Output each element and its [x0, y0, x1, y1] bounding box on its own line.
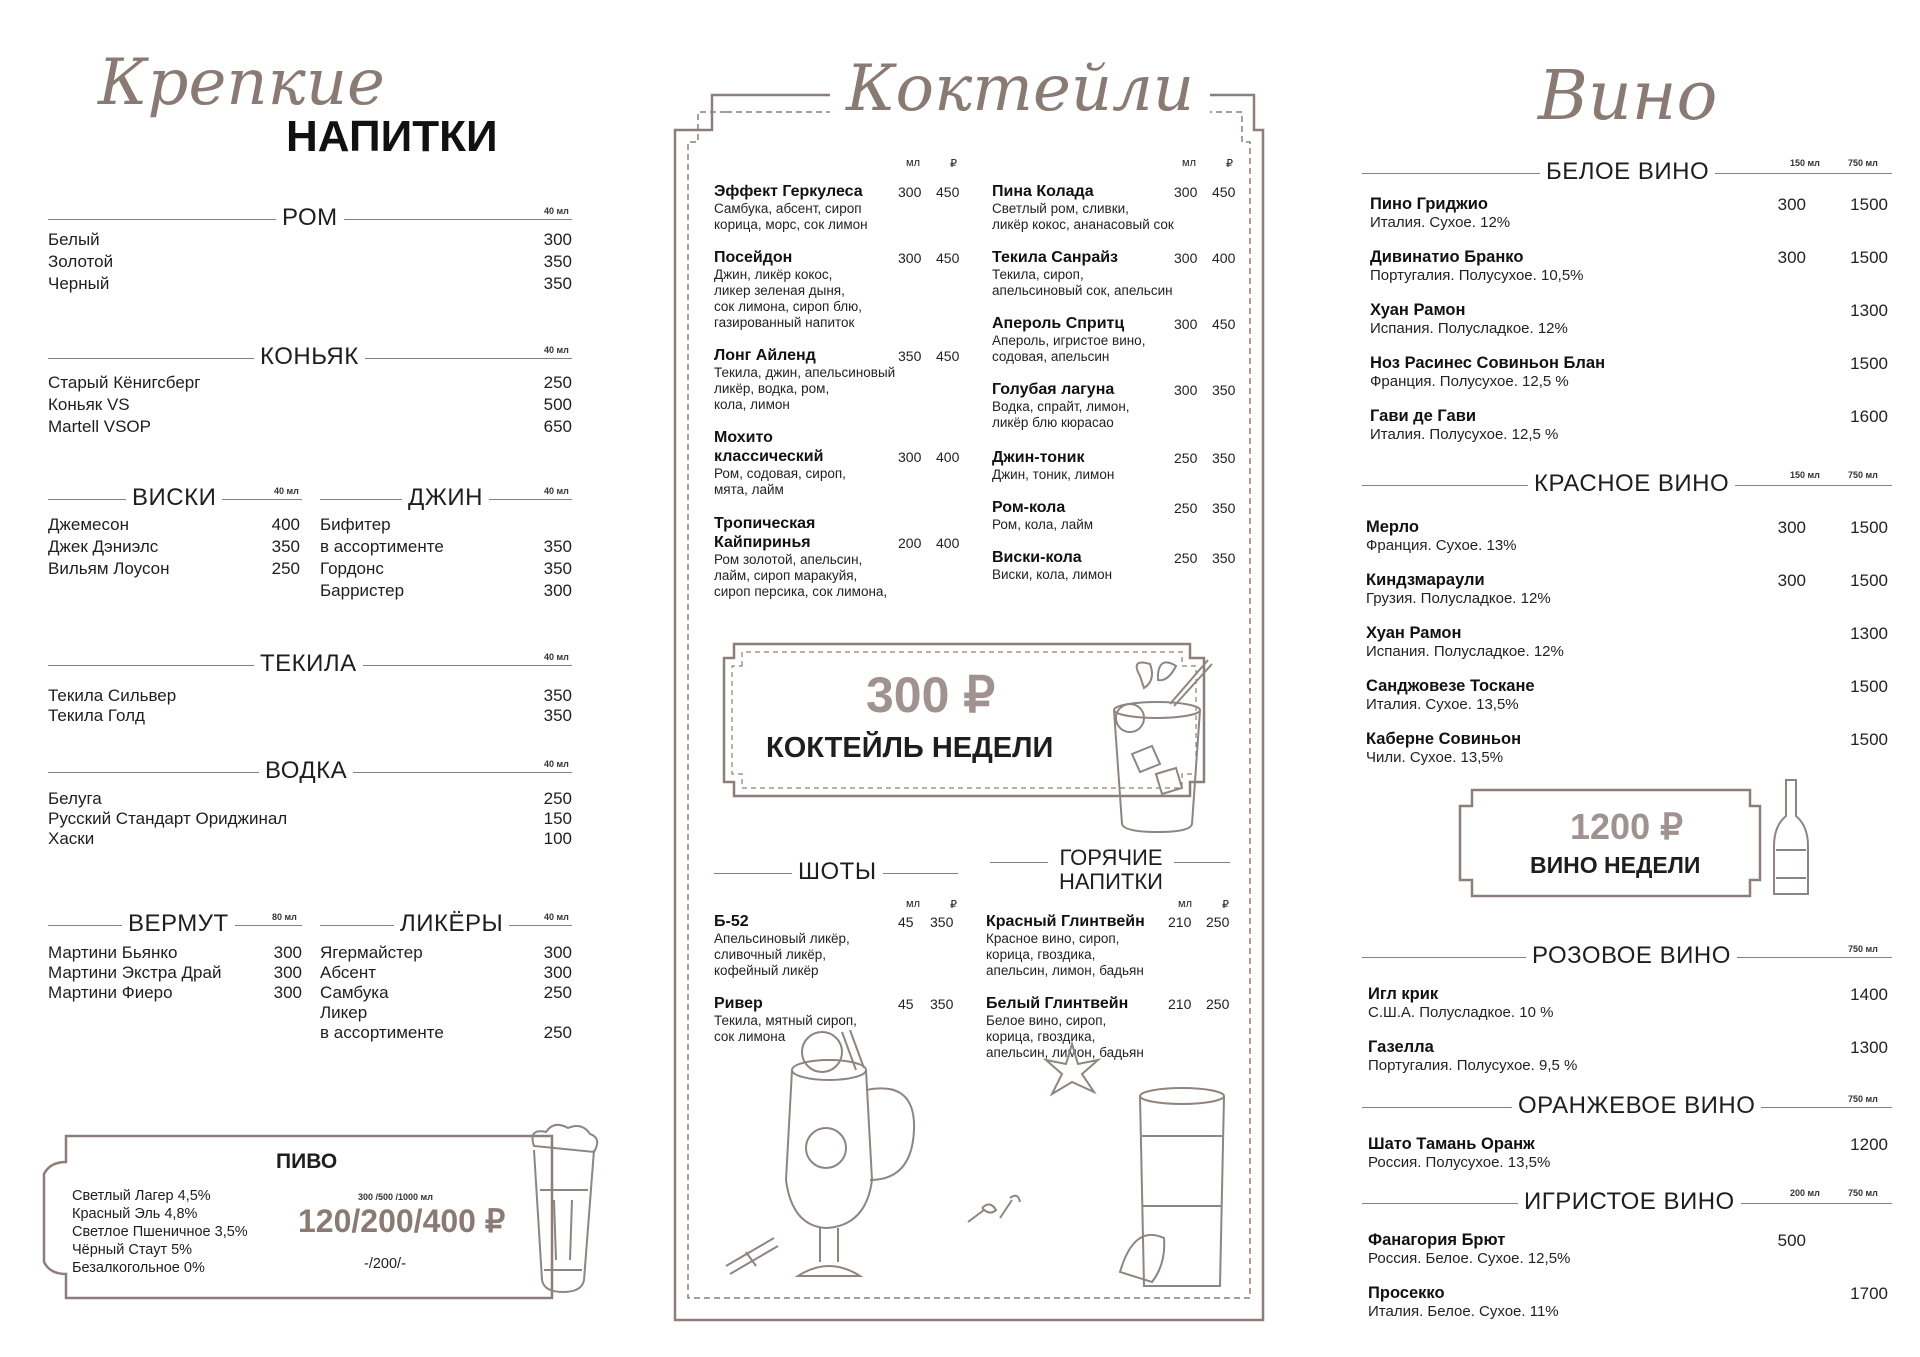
wine-item — [1368, 1283, 1768, 1321]
list-item-name: Ягермайстер — [320, 943, 423, 962]
cocktail-description: Светлый ром, сливки, ликёр кокос, ананасовый сок — [992, 201, 1174, 232]
cocktail-name: Апероль Спритц — [992, 315, 1125, 332]
tequila-header — [48, 650, 572, 680]
list-item-name: Абсент — [320, 963, 377, 982]
wine-description: Испания. Полусладкое. 12% — [1366, 643, 1564, 660]
cocktail-description: Текила, джин, апельсиновый ликёр, водка, ром, кола, лимон — [714, 365, 896, 412]
wine-name: Каберне Совиньон — [1366, 730, 1522, 748]
cocktail-price-volume: 300 — [898, 449, 922, 465]
wine-price-bottle: 1500 — [1850, 195, 1888, 214]
list-item: Чёрный Стаут 5% — [72, 1242, 193, 1258]
wine-price-bottle: 1500 — [1850, 354, 1888, 373]
list-item: Светлый Лагер 4,5% — [72, 1188, 211, 1204]
wine-item — [1370, 406, 1770, 444]
unit-rub: ₽ — [950, 158, 957, 170]
cocktail-name: Пина Колада — [992, 183, 1094, 200]
cocktail-glass-illustration — [1100, 654, 1220, 838]
wine-description: Италия. Сухое. 13,5% — [1366, 696, 1519, 713]
cocktail-name: Ривер — [714, 995, 763, 1012]
gin-title: ДЖИН — [402, 484, 489, 512]
wine-week-price: 1200 ₽ — [1570, 806, 1683, 847]
wine-price-glass: 300 — [1777, 195, 1806, 214]
cocktail-description: Джин, тоник, лимон — [992, 467, 1115, 482]
wine-price-bottle: 1500 — [1850, 248, 1888, 267]
list-item-price: 350 — [543, 686, 572, 705]
wine-description: Италия. Полусухое. 12,5 % — [1370, 426, 1559, 443]
cocktail-price: 350 — [1212, 500, 1236, 516]
unit-ml: мл — [906, 157, 920, 169]
beer-volume: 300 /500 /1000 мл — [358, 1192, 433, 1202]
wine-name: Фанагория Брют — [1368, 1231, 1506, 1249]
list-item-price: 250 — [543, 983, 572, 1002]
wine-description: Испания. Полусладкое. 12% — [1370, 320, 1568, 337]
vodka-title: ВОДКА — [259, 757, 353, 785]
cocktail-price-volume: 45 — [898, 914, 914, 930]
wine-description: Россия. Полусухое. 13,5% — [1368, 1154, 1551, 1171]
wine-name: Дивинатио Бранко — [1370, 248, 1524, 266]
wine-price-bottle: 1700 — [1850, 1284, 1888, 1303]
list-item-name: Барристер — [320, 581, 405, 600]
wine-name: Просекко — [1368, 1284, 1445, 1302]
cocktail-price-volume: 45 — [898, 996, 914, 1012]
cocktail-price: 400 — [936, 535, 960, 551]
tequila-volume: 40 мл — [544, 652, 569, 662]
list-item-price: 100 — [543, 829, 572, 848]
cocktail-week-price: 300 ₽ — [866, 667, 996, 723]
list-item-price: 300 — [543, 581, 572, 600]
list-item: Красный Эль 4,8% — [72, 1206, 198, 1222]
wine-name: Газелла — [1368, 1038, 1434, 1056]
list-item-price: 250 — [543, 1023, 572, 1042]
cocktail-item — [992, 380, 1242, 431]
cocktail-price-volume: 350 — [898, 348, 922, 364]
cocktail-name: Ром-кола — [992, 499, 1066, 516]
liqueurs-volume: 40 мл — [544, 912, 569, 922]
list-item-price: 650 — [543, 417, 572, 436]
wine-name: Хуан Рамон — [1366, 624, 1462, 642]
list-item-price: 300 — [543, 943, 572, 962]
lemon-drink-glass-illustration — [1116, 1086, 1248, 1300]
hot-header — [1048, 846, 1174, 894]
list-item-price: 250 — [543, 789, 572, 808]
list-item-name: Вильям Лоусон — [48, 559, 170, 578]
wine-price-bottle: 1600 — [1850, 407, 1888, 426]
wine-item — [1368, 1230, 1768, 1268]
cocktail-description: Апельсиновый ликёр, сливочный ликёр, кофейный ликёр — [714, 931, 850, 978]
list-item-name: Самбука — [320, 983, 389, 1002]
cocktail-item — [992, 548, 1242, 583]
beer-price: 120/200/400 ₽ — [298, 1203, 506, 1239]
cocktail-price-volume: 300 — [1174, 382, 1198, 398]
gin-header — [320, 484, 572, 514]
cognac-header — [48, 343, 572, 373]
wine-price-glass: 300 — [1777, 571, 1806, 590]
cocktail-name: Лонг Айленд — [714, 347, 816, 364]
cocktail-description: Водка, спрайт, лимон, ликёр блю кюрасао — [992, 399, 1130, 430]
shots-title: ШОТЫ — [792, 858, 883, 886]
list-item-price: 300 — [273, 963, 302, 982]
list-item-name: Старый Кёнигсберг — [48, 373, 201, 392]
wine-description: Португалия. Полусухое. 10,5% — [1370, 267, 1584, 284]
cocktail-price-volume: 300 — [1174, 316, 1198, 332]
list-item-price: 350 — [543, 537, 572, 556]
wine-item — [1370, 353, 1770, 391]
cocktail-price-volume: 250 — [1174, 550, 1198, 566]
cocktail-price: 350 — [930, 996, 954, 1012]
list-item-name: Коньяк VS — [48, 395, 130, 414]
sparkling-wine-volume-glass: 200 мл — [1790, 1188, 1820, 1198]
wine-bottle-illustration — [1766, 776, 1816, 900]
cocktail-price-volume: 300 — [898, 184, 922, 200]
vermouth-header — [48, 910, 302, 940]
rum-title: РОМ — [276, 204, 344, 232]
wine-name: Киндзмараули — [1366, 571, 1485, 589]
cocktail-price-volume: 210 — [1168, 914, 1192, 930]
unit-ml: мл — [1178, 898, 1192, 910]
list-item-price: 400 — [271, 515, 300, 534]
gin-volume: 40 мл — [544, 486, 569, 496]
rose-wine-header — [1362, 942, 1892, 972]
wine-item — [1370, 194, 1770, 232]
red-wine-volume-bottle: 750 мл — [1848, 470, 1878, 480]
spirits-script-title: Крепкие — [98, 46, 385, 120]
cocktail-name: Виски-кола — [992, 549, 1082, 566]
wine-script-title: Вино — [1538, 57, 1718, 136]
sparkling-wine-title: ИГРИСТОЕ ВИНО — [1518, 1188, 1741, 1216]
cocktail-item — [714, 346, 964, 413]
wine-price-bottle: 1500 — [1850, 730, 1888, 749]
list-item-name: Золотой — [48, 252, 114, 271]
wine-description: Грузия. Полусладкое. 12% — [1366, 590, 1551, 607]
cocktail-item — [992, 314, 1242, 365]
list-item-price: 300 — [273, 983, 302, 1002]
wine-description: Франция. Сухое. 13% — [1366, 537, 1517, 554]
wine-name: Гави де Гави — [1370, 407, 1477, 425]
cocktail-price: 250 — [1206, 996, 1230, 1012]
wine-name: Мерло — [1366, 518, 1419, 536]
vermouth-title: ВЕРМУТ — [122, 910, 235, 938]
cocktail-price: 350 — [1212, 450, 1236, 466]
cocktail-name: Джин-тоник — [992, 449, 1085, 466]
wine-item — [1368, 984, 1768, 1022]
cocktail-price: 250 — [1206, 914, 1230, 930]
cognac-volume: 40 мл — [544, 345, 569, 355]
liqueurs-header — [320, 910, 572, 940]
cocktail-name: Тропическая Кайпиринья — [714, 515, 816, 551]
cocktail-item — [714, 182, 964, 233]
cocktail-name: Эффект Геркулеса — [714, 183, 863, 200]
cocktail-description: Ром, содовая, сироп, мята, лайм — [714, 466, 846, 497]
hot-title-line-1: ГОРЯЧИЕ — [1059, 845, 1163, 870]
list-item-price: 350 — [543, 274, 572, 293]
vodka-header — [48, 757, 572, 787]
wine-description: Италия. Сухое. 12% — [1370, 214, 1511, 231]
cocktail-item — [714, 248, 964, 331]
wine-item — [1366, 623, 1766, 661]
liqueurs-title: ЛИКЁРЫ — [394, 910, 509, 938]
wine-description: С.Ш.А. Полусладкое. 10 % — [1368, 1004, 1554, 1021]
orange-wine-header — [1362, 1092, 1892, 1122]
white-wine-volume-bottle: 750 мл — [1848, 158, 1878, 168]
wine-price-glass: 300 — [1777, 248, 1806, 267]
list-item-name: Белый — [48, 230, 100, 249]
list-item-name: Мартини Фиеро — [48, 983, 173, 1002]
wine-description: Португалия. Полусухое. 9,5 % — [1368, 1057, 1578, 1074]
cocktail-name: Голубая лагуна — [992, 381, 1115, 398]
beer-na-price: -/200/- — [364, 1256, 406, 1272]
mulled-wine-mug-illustration — [716, 1030, 978, 1300]
cocktail-description: Ром, кола, лайм — [992, 517, 1094, 532]
wine-item — [1366, 517, 1766, 555]
wine-item — [1370, 300, 1770, 338]
whisky-volume: 40 мл — [274, 486, 299, 496]
list-item: Светлое Пшеничное 3,5% — [72, 1224, 248, 1240]
cognac-title: КОНЬЯК — [254, 343, 365, 371]
cocktail-name: Б-52 — [714, 913, 749, 930]
list-item: Безалкогольное 0% — [72, 1260, 205, 1276]
wine-item — [1366, 729, 1766, 767]
list-item-name: в ассортименте — [320, 1023, 444, 1042]
wine-price-bottle: 1400 — [1850, 985, 1888, 1004]
list-item-price: 350 — [543, 252, 572, 271]
wine-name: Хуан Рамон — [1370, 301, 1466, 319]
cocktail-price-volume: 250 — [1174, 500, 1198, 516]
orange-wine-title: ОРАНЖЕВОЕ ВИНО — [1512, 1092, 1761, 1120]
vermouth-volume: 80 мл — [272, 912, 297, 922]
tequila-title: ТЕКИЛА — [254, 650, 363, 678]
cocktail-item — [992, 448, 1242, 483]
list-item-price: 350 — [543, 559, 572, 578]
whisky-header — [48, 484, 302, 514]
list-item-name: Хаски — [48, 829, 95, 848]
orange-wine-volume-bottle: 750 мл — [1848, 1094, 1878, 1104]
wine-name: Пино Гриджио — [1370, 195, 1488, 213]
unit-rub: ₽ — [1222, 899, 1229, 911]
cocktail-description: Апероль, игристое вино, содовая, апельсин — [992, 333, 1146, 364]
wine-price-bottle: 1300 — [1850, 1038, 1888, 1057]
list-item-price: 350 — [543, 706, 572, 725]
list-item-name: Бифитер — [320, 515, 391, 534]
wine-item — [1368, 1134, 1768, 1172]
wine-description: Италия. Белое. Сухое. 11% — [1368, 1303, 1559, 1320]
whisky-title: ВИСКИ — [126, 484, 222, 512]
cocktail-price-volume: 200 — [898, 535, 922, 551]
list-item-price: 150 — [543, 809, 572, 828]
wine-description: Чили. Сухое. 13,5% — [1366, 749, 1504, 766]
wine-name: Санджовезе Тоскане — [1366, 677, 1535, 695]
list-item-price: 350 — [271, 537, 300, 556]
cocktail-description: Красное вино, сироп, корица, гвоздика, апельсин, лимон, бадьян — [986, 931, 1144, 978]
wine-price-bottle: 1200 — [1850, 1135, 1888, 1154]
shots-header — [714, 858, 958, 888]
rose-wine-volume-bottle: 750 мл — [1848, 944, 1878, 954]
cocktail-price-volume: 300 — [1174, 184, 1198, 200]
wine-item — [1368, 1037, 1768, 1075]
list-item-name: Martell VSOP — [48, 417, 151, 436]
wine-price-bottle: 1500 — [1850, 677, 1888, 696]
list-item-price: 500 — [543, 395, 572, 414]
list-item-name: Белуга — [48, 789, 102, 808]
cocktail-description: Самбука, абсент, сироп корица, морс, сок лимон — [714, 201, 868, 232]
white-wine-volume-glass: 150 мл — [1790, 158, 1820, 168]
wine-price-glass: 300 — [1777, 518, 1806, 537]
unit-ml: мл — [1182, 157, 1196, 169]
list-item-name: Текила Сильвер — [48, 686, 177, 705]
cocktail-week-label: КОКТЕЙЛЬ НЕДЕЛИ — [766, 732, 1054, 764]
cocktail-description: Ром золотой, апельсин, лайм, сироп маракуйя, сироп персика, сок лимона, — [714, 552, 888, 599]
list-item-name: Мартини Экстра Драй — [48, 963, 222, 982]
beer-glass-illustration — [520, 1120, 606, 1298]
cocktail-price: 350 — [1212, 550, 1236, 566]
beer-title: ПИВО — [276, 1150, 338, 1173]
wine-price-bottle: 1300 — [1850, 624, 1888, 643]
rum-volume: 40 мл — [544, 206, 569, 216]
cocktail-item — [992, 248, 1242, 299]
cocktail-name: Мохито классический — [714, 429, 824, 465]
list-item-price: 300 — [543, 963, 572, 982]
cocktail-name: Посейдон — [714, 249, 793, 266]
cocktail-description: Текила, сироп, апельсиновый сок, апельсин — [992, 267, 1173, 298]
cocktail-description: Текила, мятный сироп, сок лимона — [714, 1013, 857, 1044]
wine-item — [1370, 247, 1770, 285]
cocktail-price: 450 — [1212, 184, 1236, 200]
list-item-name: Текила Голд — [48, 706, 145, 725]
unit-rub: ₽ — [950, 899, 957, 911]
cocktail-price: 450 — [936, 184, 960, 200]
cocktail-description: Белое вино, сироп, корица, гвоздика, апельсин, лимон, бадьян — [986, 1013, 1144, 1060]
cocktail-description: Виски, кола, лимон — [992, 567, 1113, 582]
cocktail-item — [992, 182, 1242, 233]
wine-description: Франция. Полусухое. 12,5 % — [1370, 373, 1569, 390]
wine-name: Игл крик — [1368, 985, 1439, 1003]
unit-ml: мл — [906, 898, 920, 910]
wine-price-bottle: 1500 — [1850, 518, 1888, 537]
wine-name: Ноз Расинес Совиньон Блан — [1370, 354, 1606, 372]
list-item-name: Черный — [48, 274, 110, 293]
cocktail-price: 450 — [1212, 316, 1236, 332]
spirits-title: НАПИТКИ — [286, 112, 498, 161]
wine-description: Россия. Белое. Сухое. 12,5% — [1368, 1250, 1571, 1267]
list-item-name: Ликер — [320, 1003, 368, 1022]
cocktail-price: 400 — [936, 449, 960, 465]
sparkling-wine-volume-bottle: 750 мл — [1848, 1188, 1878, 1198]
cocktail-description: Джин, ликёр кокос, ликер зеленая дыня, сок лимона, сироп блю, газированный напиток — [714, 267, 862, 330]
list-item-name: Джек Дэниэлс — [48, 537, 159, 556]
list-item-name: Мартини Бьянко — [48, 943, 178, 962]
wine-price-glass: 500 — [1777, 1231, 1806, 1250]
cocktail-item — [714, 912, 914, 979]
wine-price-bottle: 1500 — [1850, 571, 1888, 590]
red-wine-volume-glass: 150 мл — [1790, 470, 1820, 480]
vodka-volume: 40 мл — [544, 759, 569, 769]
list-item-name: Русский Стандарт Ориджинал — [48, 809, 288, 828]
cocktail-price-volume: 300 — [1174, 250, 1198, 266]
cocktail-name: Белый Глинтвейн — [986, 995, 1129, 1012]
wine-name: Шато Тамань Оранж — [1368, 1135, 1535, 1153]
cocktails-script-title: Коктейли — [830, 54, 1210, 124]
cocktail-price: 350 — [1212, 382, 1236, 398]
rose-wine-title: РОЗОВОЕ ВИНО — [1526, 942, 1737, 970]
star-anise-illustration — [1040, 1040, 1104, 1100]
cocktail-price: 450 — [936, 348, 960, 364]
cocktail-price: 400 — [1212, 250, 1236, 266]
cocktail-price-volume: 210 — [1168, 996, 1192, 1012]
list-item-price: 300 — [543, 230, 572, 249]
list-item-name: Джемесон — [48, 515, 130, 534]
list-item-name: в ассортименте — [320, 537, 444, 556]
cocktail-name: Красный Глинтвейн — [986, 913, 1145, 930]
cocktail-price: 350 — [930, 914, 954, 930]
white-wine-title: БЕЛОЕ ВИНО — [1540, 158, 1715, 186]
hot-title-line-2: НАПИТКИ — [1058, 869, 1163, 894]
cloves-illustration — [960, 1186, 1024, 1232]
cocktail-item — [714, 428, 964, 498]
list-item-price: 300 — [273, 943, 302, 962]
red-wine-title: КРАСНОЕ ВИНО — [1528, 470, 1735, 498]
cocktail-item — [714, 514, 964, 600]
cocktail-name: Текила Санрайз — [992, 249, 1118, 266]
wine-week-label: ВИНО НЕДЕЛИ — [1530, 852, 1701, 878]
cocktail-item — [986, 912, 1196, 979]
cocktail-price: 450 — [936, 250, 960, 266]
rum-header — [48, 204, 572, 234]
list-item-name: Гордонс — [320, 559, 384, 578]
list-item-price: 250 — [543, 373, 572, 392]
cocktail-item — [992, 498, 1242, 533]
wine-price-bottle: 1300 — [1850, 301, 1888, 320]
wine-item — [1366, 570, 1766, 608]
unit-rub: ₽ — [1226, 158, 1233, 170]
cocktail-price-volume: 250 — [1174, 450, 1198, 466]
wine-item — [1366, 676, 1766, 714]
list-item-price: 250 — [271, 559, 300, 578]
cocktail-price-volume: 300 — [898, 250, 922, 266]
